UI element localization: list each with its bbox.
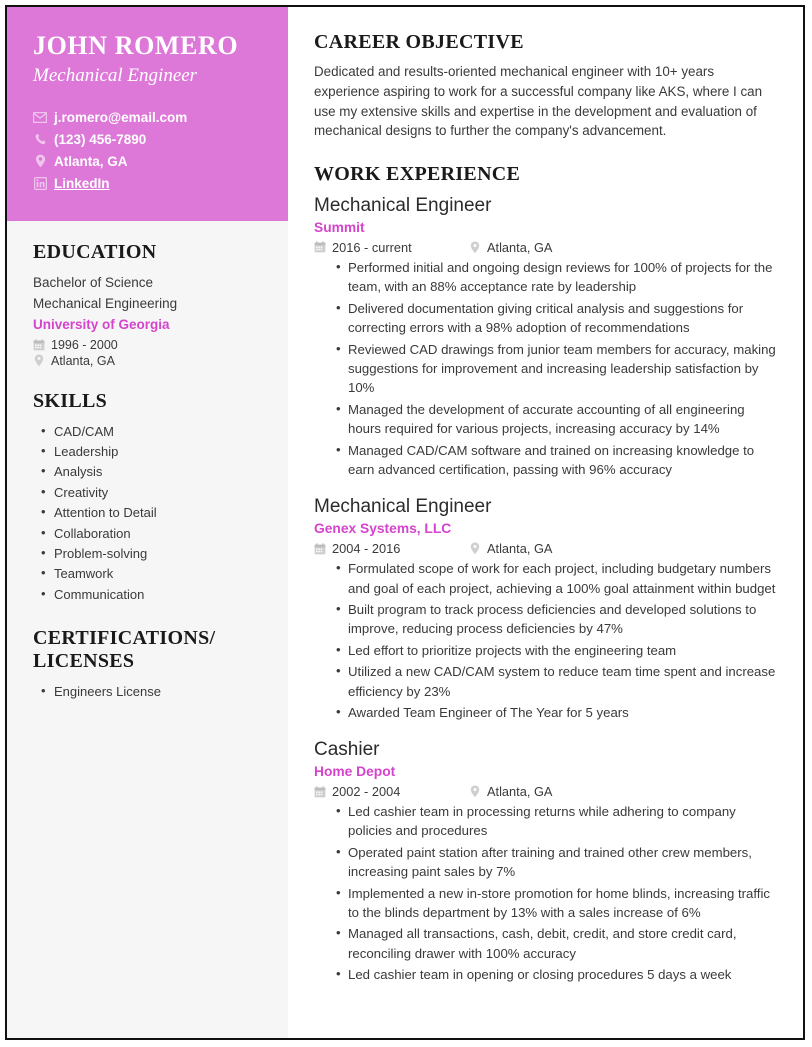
list-item: • Managed all transactions, cash, debit, credit, and store credit card, reconciling drawer with 100% accuracy <box>348 924 777 963</box>
experience-entry <box>314 495 777 722</box>
experience-company: Home Depot <box>314 764 396 780</box>
certifications-section <box>33 627 262 702</box>
list-item: • Led cashier team in processing returns while adhering to company policies and procedures <box>348 802 777 841</box>
contact-phone-label: (123) 456-7890 <box>54 131 147 147</box>
list-item: • Delivered documentation giving critical analysis and suggestions for correcting errors with a 98% adoption of recommendations <box>348 299 777 338</box>
candidate-name: JOHN ROMERO <box>33 31 239 60</box>
certifications-list <box>33 682 262 702</box>
list-item: • Managed the development of accurate accounting of all engineering hours required for various projects, increasing accuracy by 14% <box>348 400 777 439</box>
experience-meta <box>314 541 777 556</box>
education-location-row <box>33 354 262 368</box>
list-item: • Communication <box>52 585 262 605</box>
experience-location-row <box>469 784 552 799</box>
experience-entry <box>314 194 777 479</box>
work-experience-heading: WORK EXPERIENCE <box>314 163 521 186</box>
education-section <box>33 241 262 368</box>
list-item: • Built program to track process deficiencies and developed solutions to improve, reducing process deficiencies by 47% <box>348 600 777 639</box>
skills-list <box>33 422 262 606</box>
experience-company: Summit <box>314 220 365 236</box>
experience-dates-row <box>314 541 469 556</box>
career-objective-text: Dedicated and results-oriented mechanical engineer with 10+ years experience aspiring to work for a successful company like AKS, where I can use my extensive skills and expertise in the development and evaluation of mechanical designs to further the company's advancement. <box>314 64 763 139</box>
list-item: • Managed CAD/CAM software and trained on increasing knowledge to earn advanced certification, passing with 96% accuracy <box>348 441 777 480</box>
experience-dates: 2016 - current <box>332 239 412 255</box>
education-location: Atlanta, GA <box>51 353 115 368</box>
education-field: Mechanical Engineering <box>33 295 178 311</box>
contact-linkedin[interactable] <box>33 176 262 191</box>
career-objective-heading: CAREER OBJECTIVE <box>314 31 524 53</box>
experience-location-row <box>469 240 552 255</box>
experience-dates: 2002 - 2004 <box>332 784 401 800</box>
education-heading: EDUCATION <box>33 241 157 263</box>
location-pin-icon <box>33 154 47 168</box>
list-item: • Problem-solving <box>52 544 262 564</box>
experience-role: Mechanical Engineer <box>314 195 492 217</box>
list-item: • Awarded Team Engineer of The Year for 5 years <box>348 703 777 722</box>
contact-email-label: j.romero@email.com <box>54 109 188 125</box>
list-item: • Formulated scope of work for each project, including budgetary numbers and goal of each project, achieving a 100% goal attainment within budget <box>348 559 777 598</box>
experience-location-row <box>469 541 552 556</box>
profile-header <box>7 7 288 221</box>
calendar-icon <box>314 785 326 798</box>
location-pin-icon <box>469 542 481 555</box>
candidate-title: Mechanical Engineer <box>33 64 198 86</box>
list-item: • Leadership <box>52 442 262 462</box>
contact-location-label: Atlanta, GA <box>54 153 128 169</box>
contact-email[interactable] <box>33 110 262 125</box>
contact-location <box>33 154 262 169</box>
contact-linkedin-label[interactable]: LinkedIn <box>54 175 110 191</box>
experience-bullets <box>314 559 777 722</box>
contact-list <box>33 110 262 191</box>
experience-dates-row <box>314 784 469 799</box>
certifications-heading: CERTIFICATIONS/ LICENSES <box>33 627 216 673</box>
experience-dates: 2004 - 2016 <box>332 541 401 557</box>
sidebar <box>7 7 288 1038</box>
location-pin-icon <box>33 354 45 367</box>
location-pin-icon <box>469 241 481 254</box>
envelope-icon <box>33 110 47 124</box>
experience-bullets <box>314 802 777 985</box>
list-item: • Teamwork <box>52 564 262 584</box>
experience-dates-row <box>314 240 469 255</box>
experience-location: Atlanta, GA <box>487 541 553 557</box>
education-degree: Bachelor of Science <box>33 275 154 290</box>
list-item: • Analysis <box>52 462 262 482</box>
experience-meta <box>314 784 777 799</box>
list-item: • Operated paint station after training and trained other crew members, increasing paint sales by 7% <box>348 843 777 882</box>
list-item: • Attention to Detail <box>52 503 262 523</box>
experience-location: Atlanta, GA <box>487 784 553 800</box>
contact-phone[interactable] <box>33 132 262 147</box>
experience-entry <box>314 738 777 984</box>
list-item: • CAD/CAM <box>52 422 262 442</box>
resume-page <box>5 5 805 1040</box>
phone-icon <box>33 132 47 146</box>
list-item: • Implemented a new in-store promotion for home blinds, increasing traffic to the blinds department by 13% with a sales increase of 6% <box>348 884 777 923</box>
list-item: • Reviewed CAD drawings from junior team members for accuracy, making suggestions for improvement and increasing leadership satisfaction by 10% <box>348 340 777 398</box>
experience-role: Mechanical Engineer <box>314 496 492 518</box>
experience-bullets <box>314 258 777 479</box>
experience-company: Genex Systems, LLC <box>314 521 452 537</box>
list-item: • Collaboration <box>52 524 262 544</box>
list-item: • Utilized a new CAD/CAM system to reduce team time spent and increase efficiency by 23% <box>348 662 777 701</box>
main-column <box>288 7 803 1038</box>
list-item: • Led effort to prioritize projects with the engineering team <box>348 641 777 660</box>
list-item: • Engineers License <box>52 682 262 702</box>
work-experience-section <box>314 163 777 984</box>
list-item: • Performed initial and ongoing design reviews for 100% of projects for the team, with an 88% acceptance rate by leadership <box>348 258 777 297</box>
education-dates: 1996 - 2000 <box>51 337 118 352</box>
sidebar-body <box>7 221 288 703</box>
list-item: • Led cashier team in opening or closing procedures 5 days a week <box>348 965 777 984</box>
career-objective-section <box>314 31 777 141</box>
calendar-icon <box>314 241 326 254</box>
experience-role: Cashier <box>314 739 380 761</box>
list-item: • Creativity <box>52 483 262 503</box>
location-pin-icon <box>469 785 481 798</box>
experience-location: Atlanta, GA <box>487 239 553 255</box>
education-dates-row <box>33 338 262 352</box>
linkedin-icon <box>33 176 47 190</box>
skills-section <box>33 390 262 606</box>
calendar-icon <box>314 542 326 555</box>
education-school: University of Georgia <box>33 317 170 333</box>
experience-meta <box>314 240 777 255</box>
calendar-icon <box>33 338 45 351</box>
skills-heading: SKILLS <box>33 389 108 412</box>
